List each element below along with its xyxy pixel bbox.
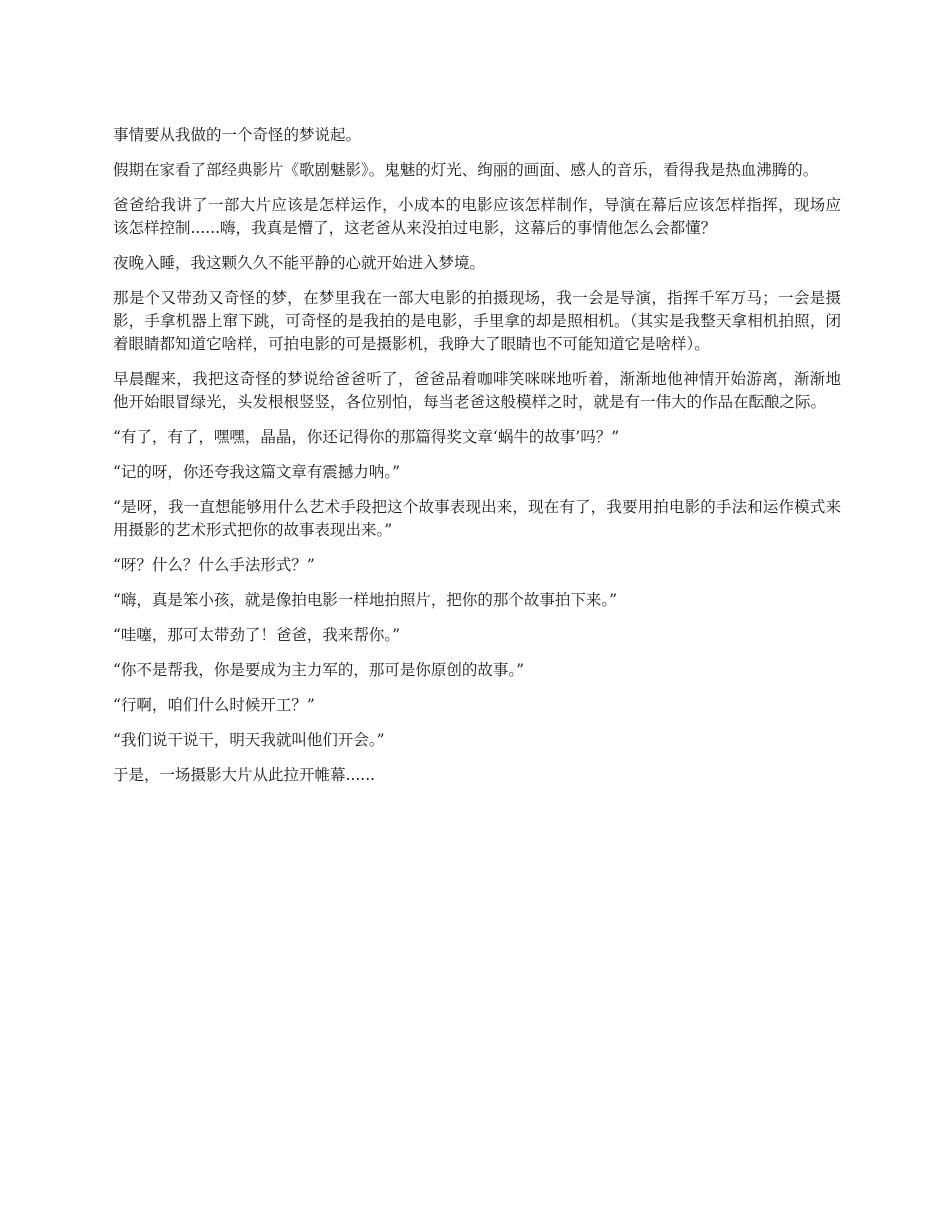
- paragraph-morning: 早晨醒来，我把这奇怪的梦说给爸爸听了，爸爸品着咖啡笑咪咪地听着，渐渐地他神情开始游离，渐渐地他开始眼冒绿光，头发根根竖竖，各位别怕，每当老爸这般模样之时，就是有一伟大的作品在酝酿之际。: [113, 370, 841, 411]
- paragraph-intro: 事情要从我做的一个奇怪的梦说起。: [113, 126, 362, 144]
- paragraph-night: 夜晚入睡，我这颗久久不能平静的心就开始进入梦境。: [113, 254, 486, 272]
- paragraph-movie: 假期在家看了部经典影片《歌剧魅影》。鬼魅的灯光、绚丽的画面、感人的音乐，看得我是热血沸腾的。: [113, 161, 819, 179]
- dialogue-line: “你不是帮我，你是要成为主力军的，那可是你原创的故事。”: [113, 661, 525, 679]
- dialogue-line: “哇噻，那可太带劲了！爸爸，我来帮你。”: [113, 626, 401, 644]
- dialogue-line: “嗨，真是笨小孩，就是像拍电影一样地拍照片，把你的那个故事拍下来。”: [113, 591, 618, 609]
- paragraph-dream: 那是个又带劲又奇怪的梦，在梦里我在一部大电影的拍摄现场，我一会是导演，指挥千军万马；一会是摄影，手拿机器上窜下跳，可奇怪的是我拍的是电影，手里拿的却是照相机。（其实是我整天拿相机拍照，闭着眼睛都知道它啥样，可拍电影的可是摄影机，我睁大了眼睛也不可能知道它是啥样）。: [113, 289, 841, 353]
- dialogue-line: “记的呀，你还夸我这篇文章有震撼力呐。”: [113, 463, 401, 481]
- dialogue-line: “有了，有了，嘿嘿，晶晶，你还记得你的那篇得奖文章‘蜗牛的故事’吗？”: [113, 428, 620, 446]
- paragraph-dad-explains: 爸爸给我讲了一部大片应该是怎样运作，小成本的电影应该怎样制作，导演在幕后应该怎样指挥，现场应该怎样控制......嗨，我真是懵了，这老爸从来没拍过电影，这幕后的事情他怎么会都懂？: [113, 196, 841, 237]
- dialogue-line: “呀？什么？什么手法形式？”: [113, 556, 315, 574]
- document-body: [113, 124, 841, 799]
- dialogue-line: “我们说干说干，明天我就叫他们开会。”: [113, 731, 385, 749]
- paragraph-ending: 于是，一场摄影大片从此拉开帷幕......: [113, 766, 376, 784]
- dialogue-line: “行啊，咱们什么时候开工？”: [113, 696, 315, 714]
- dialogue-line: “是呀，我一直想能够用什么艺术手段把这个故事表现出来，现在有了，我要用拍电影的手法和运作模式来用摄影的艺术形式把你的故事表现出来。”: [113, 498, 841, 539]
